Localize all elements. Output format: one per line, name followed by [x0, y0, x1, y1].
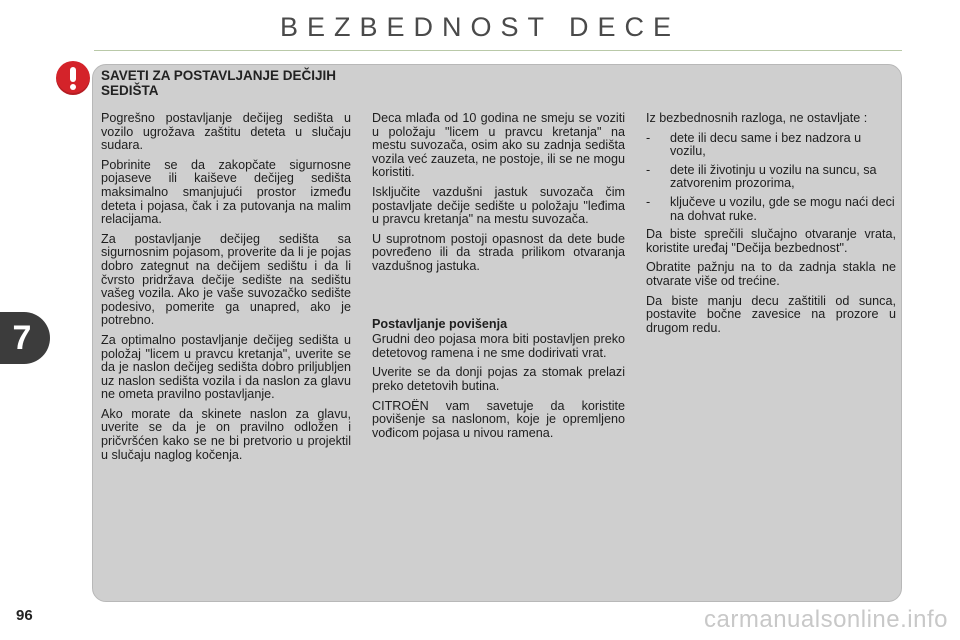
paragraph: Da biste sprečili slučajno otvaranje vrata, koristite uređaj "Dečija bezbednost".	[646, 227, 896, 255]
list-item-text: dete ili decu same i bez nadzora u vozilu,	[670, 130, 862, 159]
paragraph: Isključite vazdušni jastuk suvozača čim postavljate dečije sedište u položaju "leđima u pravcu kretanja" na mestu suvozača.	[372, 184, 625, 227]
paragraph: Deca mlađa od 10 godina ne smeju se voziti u položaju "licem u pravcu kretanja" na mestu suvozača, osim ako su zadnja sedišta vozila već zauzeta, ne postoje, ili se ne mogu koristiti.	[372, 111, 625, 180]
paragraph: U suprotnom postoji opasnost da dete bude povređeno ili da strada prilikom otvaranja vazdušnog jastuka.	[372, 231, 625, 273]
paragraph: Obratite pažnju na to da zadnja stakla ne otvarate više od trećine.	[646, 260, 896, 288]
paragraph: Uverite se da donji pojas za stomak prelazi preko detetovih butina.	[372, 365, 625, 393]
title-divider	[94, 50, 902, 51]
list-item	[646, 132, 896, 159]
bullet-marker: -	[646, 162, 651, 177]
bullet-marker: -	[646, 130, 651, 145]
paragraph: Ako morate da skinete naslon za glavu, uverite se da je on pravilno odložen i pričvršćen kako se ne bi pretvorio u projektil u slučaju naglog kočenja.	[101, 406, 351, 462]
paragraph: Da biste manju decu zaštitili od sunca, postavite bočne zavesice na prozore u drugom redu.	[646, 293, 896, 335]
subheading: Postavljanje povišenja	[372, 316, 508, 331]
column-1	[101, 112, 351, 468]
paragraph: Za optimalno postavljanje dečijeg sedišta u položaj "licem u pravcu kretanja", uverite se da je naslon dečijeg sedišta dobro priljubljen uz naslon sedišta vozila i da naslon za glavu ne ometa pravilno postavljanje.	[101, 332, 351, 402]
paragraph: Grudni deo pojasa mora biti postavljen preko detetovog ramena i ne sme dodirivati vrat.	[372, 332, 625, 360]
column-3	[646, 112, 896, 341]
paragraph: CITROËN vam savetuje da koristite povišenje sa naslonom, koje je opremljeno vođicom pojasa u nivou ramena.	[372, 398, 625, 440]
chapter-number: 7	[12, 319, 32, 357]
paragraph: Iz bezbednosnih razloga, ne ostavljate :	[646, 111, 868, 125]
list-item	[646, 196, 896, 223]
page-number: 96	[16, 607, 33, 624]
list-item-text: dete ili životinju u vozilu na suncu, sa zatvorenim prozorima,	[670, 162, 877, 191]
paragraph: Pobrinite se da zakopčate sigurnosne pojaseve ili kaiševe dečijeg sedišta maksimalno smanjujući prostor između deteta i pojasa, čak i za putovanja na malim relacijama.	[101, 157, 351, 227]
paragraph: Za postavljanje dečijeg sedišta sa sigurnosnim pojasom, proverite da li je pojas dobro zategnut na dečijem sedištu i da li čvrsto pridržava dečije sedište na sedištu vašeg vozila. Ako je vaše suvozačko sedište podesivo, pomerite ga unapred, ako je potrebno.	[101, 231, 351, 328]
section-heading: SAVETI ZA POSTAVLJANJE DEČIJIH SEDIŠTA	[101, 68, 337, 98]
column-2	[372, 112, 625, 446]
paragraph: Pogrešno postavljanje dečijeg sedišta u vozilo ugrožava zaštitu deteta u slučaju sudara.	[101, 111, 351, 153]
bullet-marker: -	[646, 194, 651, 209]
warning-icon	[56, 61, 90, 95]
page-title: BEZBEDNOST DECE	[279, 12, 681, 42]
list-item-text: ključeve u vozilu, gde se mogu naći deci na dohvat ruke.	[670, 194, 895, 223]
list-item	[646, 164, 896, 191]
watermark: carmanualsonline.info	[704, 606, 948, 633]
